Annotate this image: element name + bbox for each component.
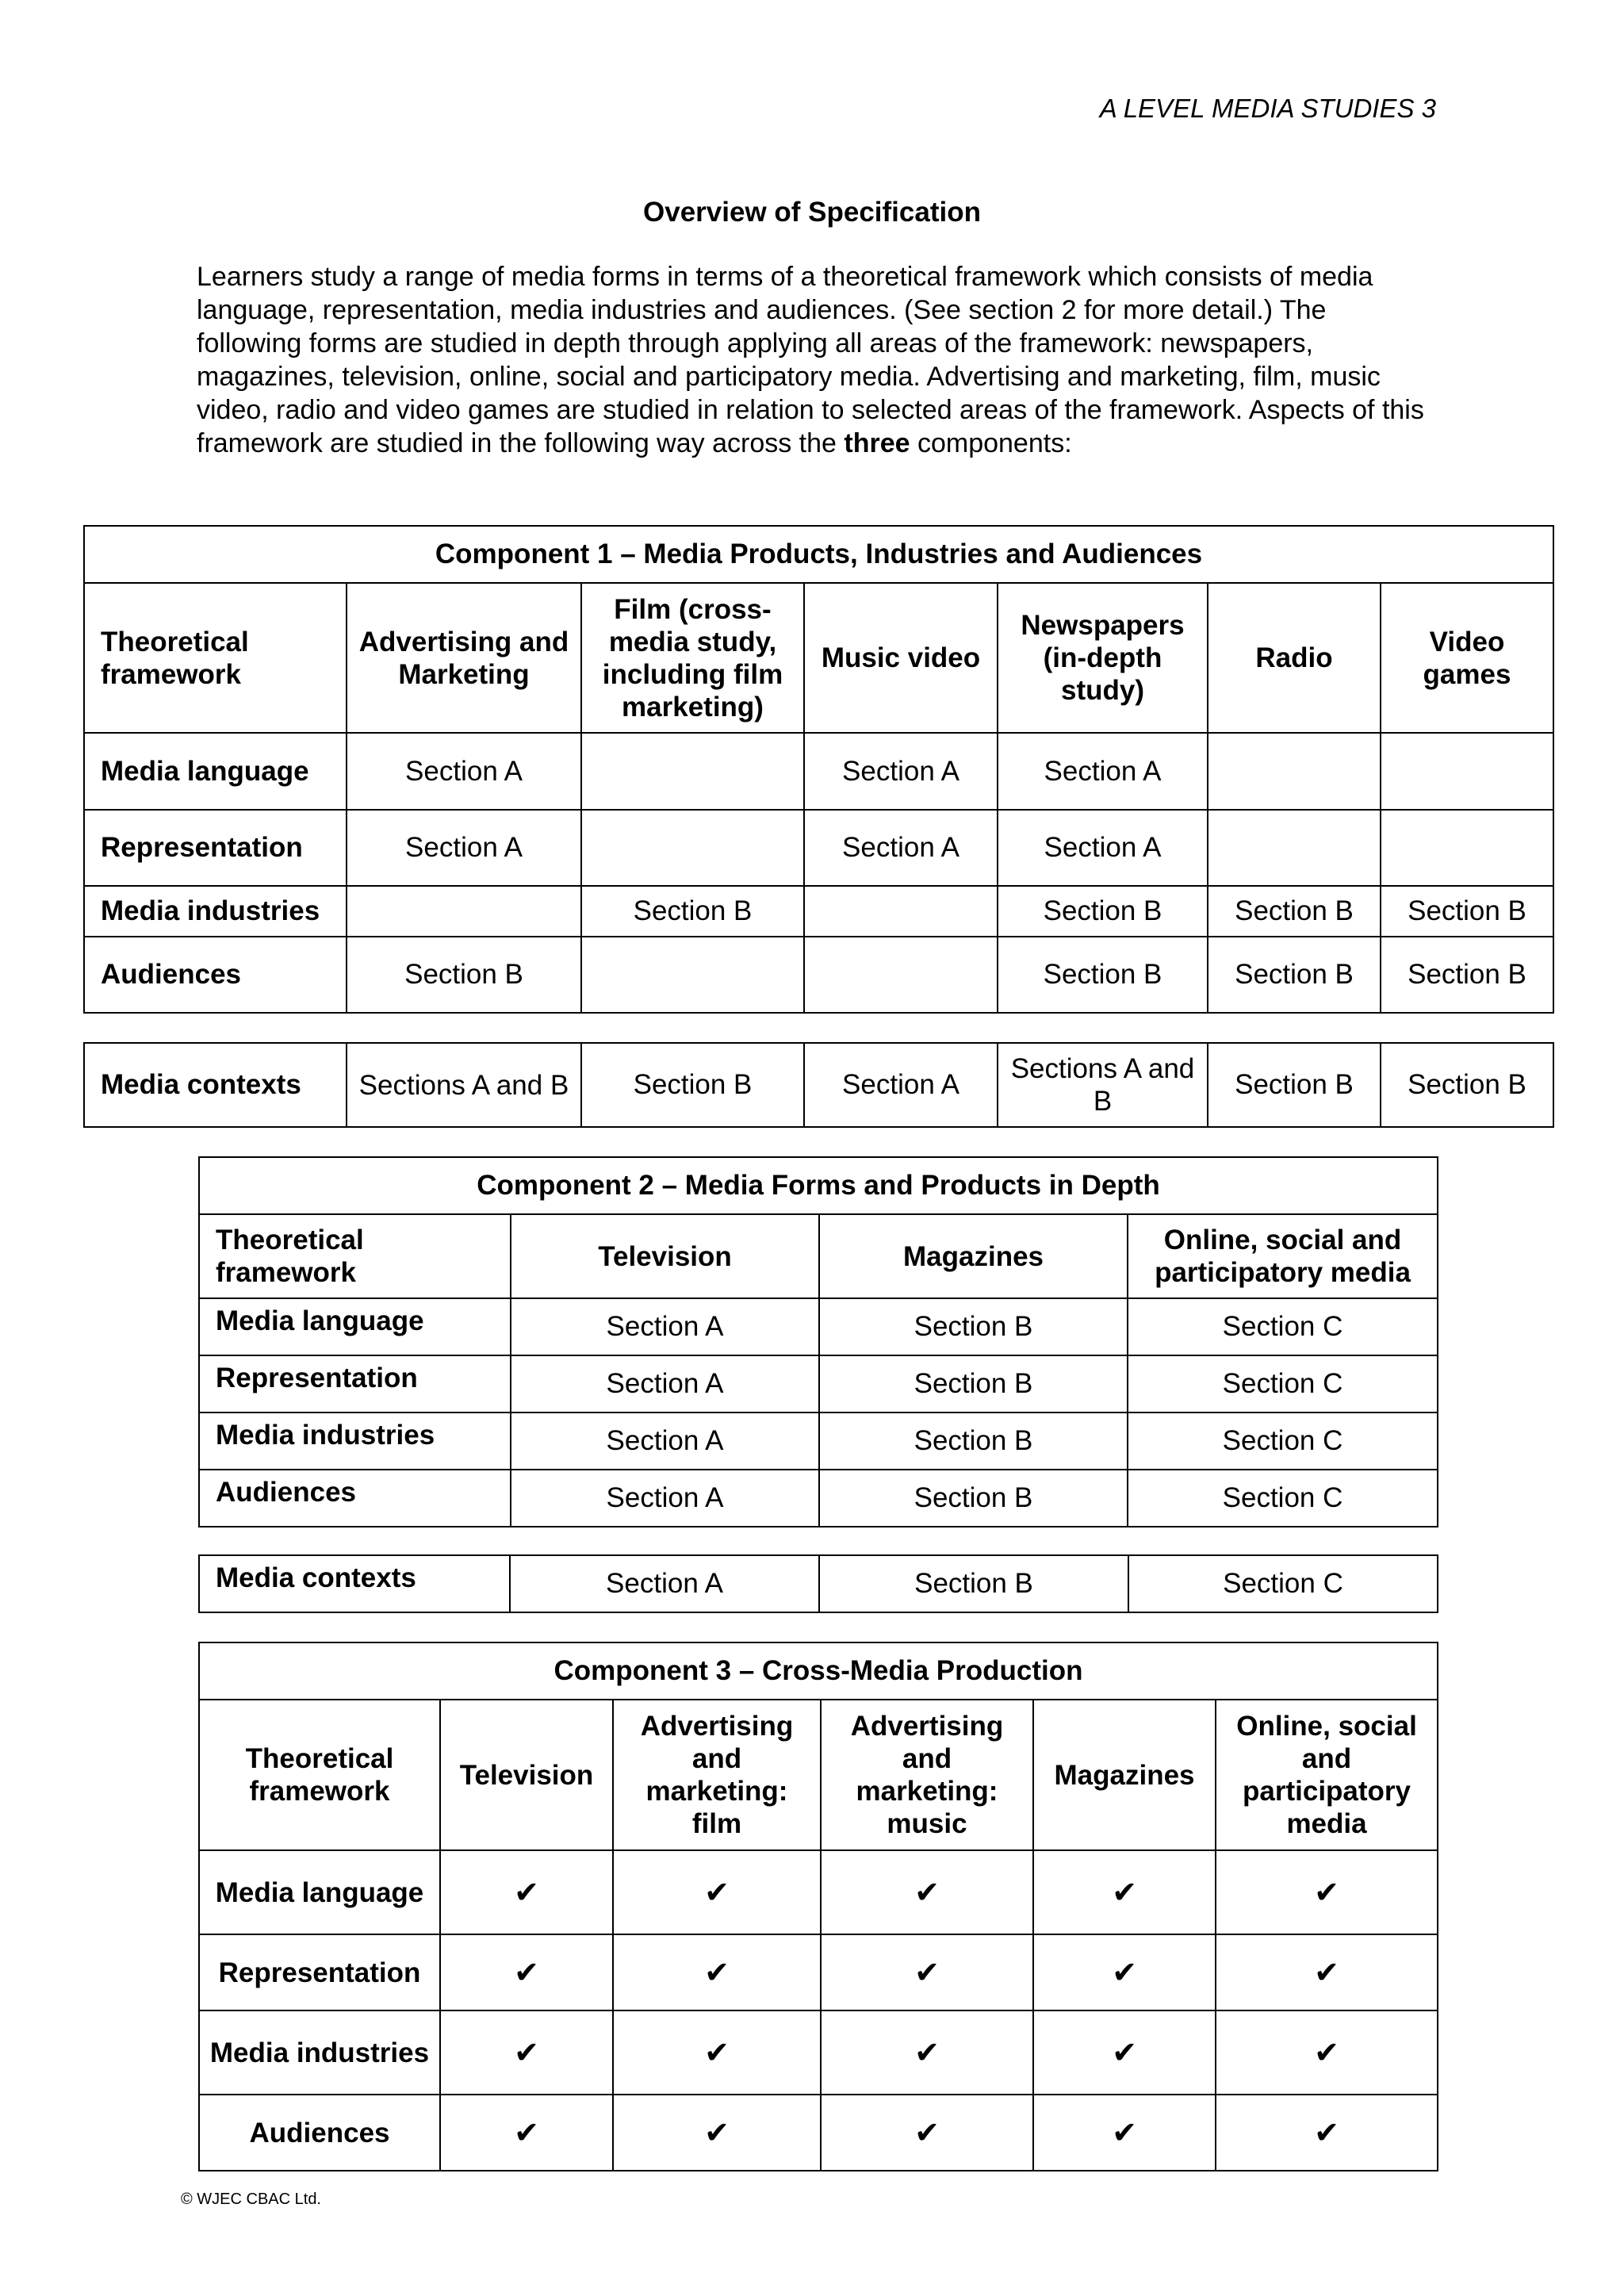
intro-bold-word: three (844, 428, 910, 458)
check-icon: ✔ (1033, 1934, 1216, 2010)
c2-cell: Section A (511, 1412, 819, 1470)
c1-header-radio: Radio (1208, 583, 1381, 733)
c1-contexts-cell: Section A (804, 1043, 998, 1127)
check-icon: ✔ (440, 1934, 613, 2010)
intro-paragraph (197, 260, 1434, 460)
c3-header-television: Television (440, 1700, 613, 1850)
intro-text-end: components: (910, 428, 1072, 458)
c2-row-label: Media language (199, 1298, 511, 1355)
c2-contexts-label: Media contexts (199, 1555, 510, 1612)
c2-header-online: Online, social and participatory media (1128, 1214, 1438, 1298)
c2-cell: Section B (819, 1470, 1128, 1527)
check-icon: ✔ (821, 2010, 1033, 2095)
component3-table (198, 1642, 1438, 2171)
c1-cell: Section A (804, 810, 998, 886)
c2-cell: Section A (511, 1355, 819, 1412)
c3-row-label: Media industries (199, 2010, 440, 2095)
c3-row-label: Representation (199, 1934, 440, 2010)
c1-row-label: Representation (84, 810, 347, 886)
c1-cell (1208, 733, 1381, 810)
c1-contexts-cell: Section B (581, 1043, 804, 1127)
c3-header-ad-film: Advertising and marketing: film (613, 1700, 821, 1850)
intro-text-start: Learners study a range of media forms in terms of a theoretical framework which consists of media language, representation, media industries and audiences. (See section 2 for more detail.) The following forms are studied in depth through applying all areas of the framework: newspapers, magazines, television, online, social and participatory media. Advertising and marketing, film, music video, radio and video games are studied in relation to selected areas of the framework. Aspects of this framework are studied in the following way across the (197, 262, 1424, 458)
check-icon: ✔ (1033, 1850, 1216, 1934)
check-icon: ✔ (1216, 2010, 1438, 2095)
c2-cell: Section C (1128, 1412, 1438, 1470)
c1-cell (804, 886, 998, 937)
c1-cell (347, 886, 581, 937)
c1-cell (1381, 810, 1553, 886)
c1-cell: Section B (581, 886, 804, 937)
c2-header-framework: Theoretical framework (199, 1214, 511, 1298)
c2-cell: Section C (1128, 1470, 1438, 1527)
c1-row-label: Audiences (84, 937, 347, 1013)
c1-header-music-video: Music video (804, 583, 998, 733)
c3-row-label: Media language (199, 1850, 440, 1934)
c1-cell (581, 810, 804, 886)
c2-row-label: Representation (199, 1355, 511, 1412)
c2-cell: Section B (819, 1298, 1128, 1355)
component1-table (83, 525, 1554, 1014)
c2-cell: Section B (819, 1355, 1128, 1412)
c2-contexts-cell: Section A (510, 1555, 819, 1612)
c2-row-label: Media industries (199, 1412, 511, 1470)
c3-header-magazines: Magazines (1033, 1700, 1216, 1850)
c1-contexts-cell: Sections A and B (347, 1043, 581, 1127)
c1-cell: Section B (1381, 886, 1553, 937)
c1-row-label: Media industries (84, 886, 347, 937)
copyright-footer: © WJEC CBAC Ltd. (181, 2191, 321, 2208)
c1-cell: Section A (347, 733, 581, 810)
c1-header-newspapers: Newspapers (in-depth study) (998, 583, 1208, 733)
c1-cell: Section A (998, 810, 1208, 886)
c3-header-framework: Theoretical framework (199, 1700, 440, 1850)
check-icon: ✔ (821, 2095, 1033, 2171)
check-icon: ✔ (613, 1850, 821, 1934)
c3-header-ad-music: Advertising and marketing: music (821, 1700, 1033, 1850)
check-icon: ✔ (440, 1850, 613, 1934)
check-icon: ✔ (1216, 1934, 1438, 2010)
c2-cell: Section B (819, 1412, 1128, 1470)
c1-header-film: Film (cross-media study, including film marketing) (581, 583, 804, 733)
c2-header-magazines: Magazines (819, 1214, 1128, 1298)
component2-contexts-table (198, 1554, 1438, 1613)
check-icon: ✔ (821, 1934, 1033, 2010)
c2-contexts-cell: Section B (819, 1555, 1128, 1612)
c1-header-video-games: Video games (1381, 583, 1553, 733)
component1-contexts-table (83, 1042, 1554, 1128)
c2-cell: Section A (511, 1298, 819, 1355)
check-icon: ✔ (1216, 1850, 1438, 1934)
check-icon: ✔ (613, 2010, 821, 2095)
c3-row-label: Audiences (199, 2095, 440, 2171)
c1-cell (1208, 810, 1381, 886)
check-icon: ✔ (821, 1850, 1033, 1934)
c1-cell: Section A (347, 810, 581, 886)
c1-contexts-label: Media contexts (84, 1043, 347, 1127)
check-icon: ✔ (1033, 2010, 1216, 2095)
component3-title: Component 3 – Cross-Media Production (199, 1642, 1438, 1700)
check-icon: ✔ (613, 2095, 821, 2171)
c1-cell: Section B (1208, 937, 1381, 1013)
check-icon: ✔ (440, 2095, 613, 2171)
c1-cell: Section A (804, 733, 998, 810)
c1-cell: Section B (998, 886, 1208, 937)
check-icon: ✔ (1216, 2095, 1438, 2171)
component1-title: Component 1 – Media Products, Industries and Audiences (84, 526, 1553, 583)
check-icon: ✔ (1033, 2095, 1216, 2171)
c2-row-label: Audiences (199, 1470, 511, 1527)
c1-cell: Section B (347, 937, 581, 1013)
page-title: Overview of Specification (643, 197, 981, 228)
c2-cell: Section C (1128, 1298, 1438, 1355)
c1-cell: Section B (998, 937, 1208, 1013)
check-icon: ✔ (613, 1934, 821, 2010)
component2-table (198, 1156, 1438, 1527)
c1-cell (581, 937, 804, 1013)
c2-contexts-cell: Section C (1128, 1555, 1438, 1612)
c1-header-advertising: Advertising and Marketing (347, 583, 581, 733)
c1-row-label: Media language (84, 733, 347, 810)
c1-contexts-cell: Section B (1208, 1043, 1381, 1127)
c2-cell: Section A (511, 1470, 819, 1527)
c1-contexts-cell: Section B (1381, 1043, 1553, 1127)
c1-cell: Section B (1381, 937, 1553, 1013)
c2-cell: Section C (1128, 1355, 1438, 1412)
c1-contexts-cell: Sections A and B (998, 1043, 1208, 1127)
c1-cell: Section A (998, 733, 1208, 810)
component2-title: Component 2 – Media Forms and Products in Depth (199, 1157, 1438, 1214)
c1-cell: Section B (1208, 886, 1381, 937)
c1-header-framework: Theoretical framework (84, 583, 347, 733)
c1-cell (1381, 733, 1553, 810)
c1-cell (804, 937, 998, 1013)
c1-cell (581, 733, 804, 810)
c2-header-television: Television (511, 1214, 819, 1298)
check-icon: ✔ (440, 2010, 613, 2095)
page-header: A LEVEL MEDIA STUDIES 3 (1099, 94, 1436, 123)
c3-header-online: Online, social and participatory media (1216, 1700, 1438, 1850)
